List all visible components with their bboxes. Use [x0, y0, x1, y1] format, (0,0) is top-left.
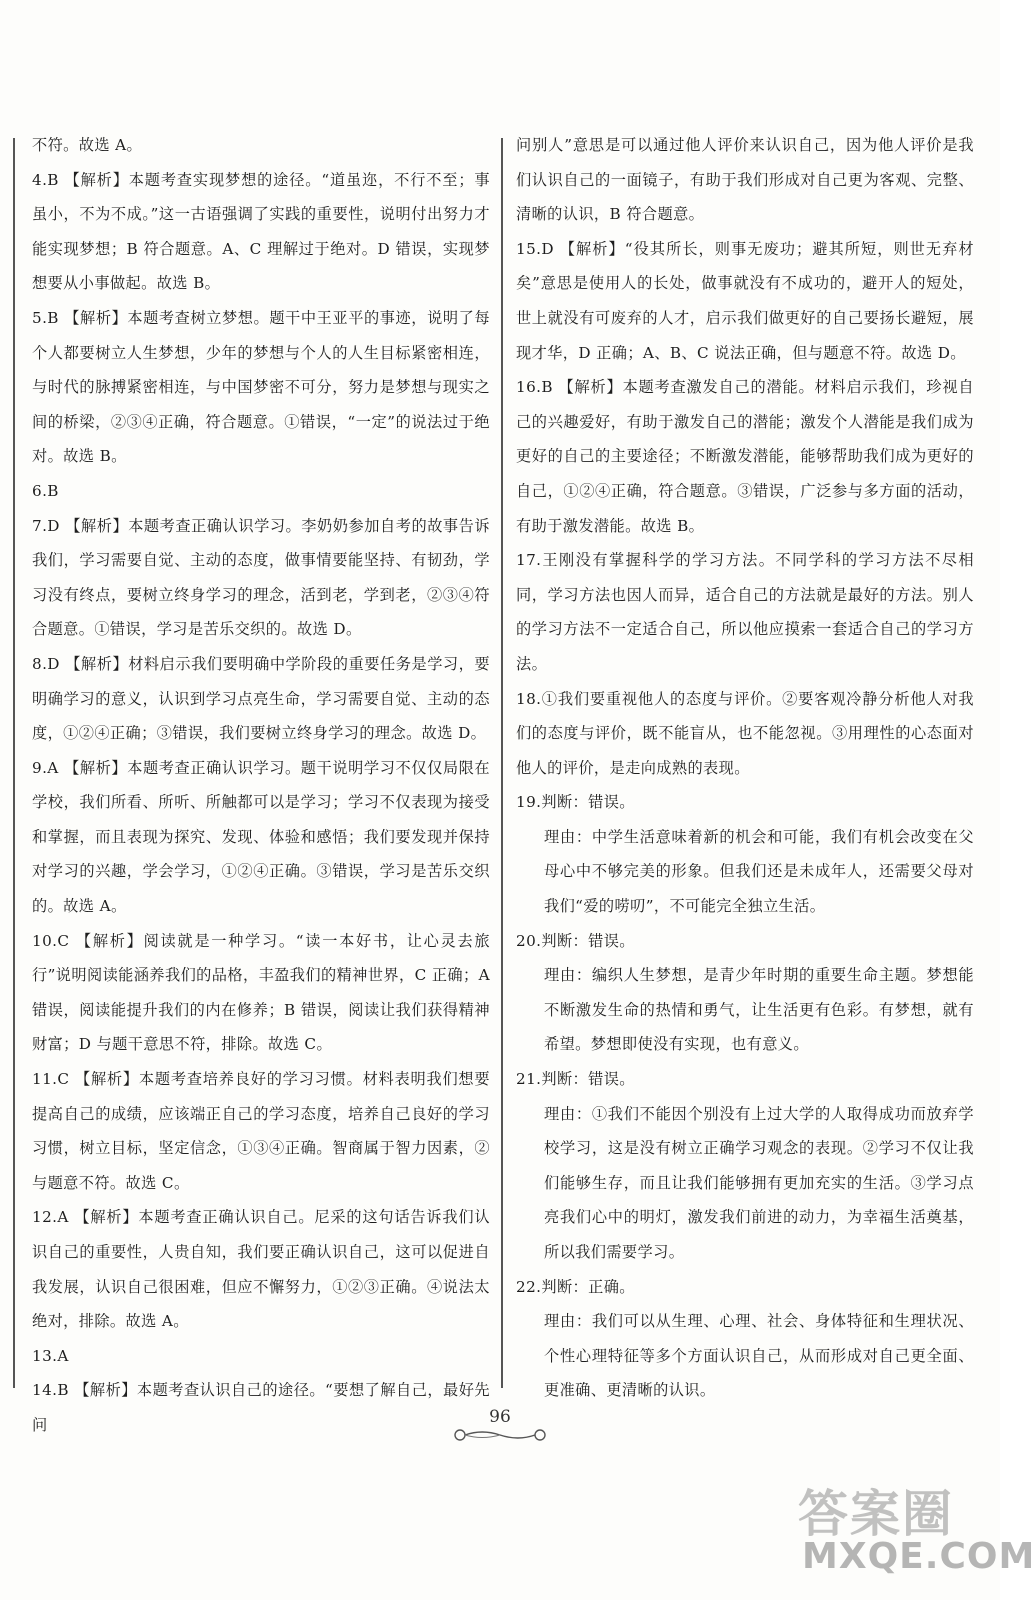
answer-item: 10.C 【解析】阅读就是一种学习。“读一本好书，让心灵去旅行”说明阅读能涵养我们的品格，丰盈我们的精神世界，C 正确；A 错误，阅读能提升我们的内在修养；B 错误，阅读让我们获得精神财富；D 与题干意思不符，排除。故选 C。 [32, 931, 490, 1054]
answer-item: 13.A [32, 1346, 69, 1365]
answer-item: 16.B 【解析】本题考查激发自己的潜能。材料启示我们，珍视自己的兴趣爱好，有助于激发自己的潜能；激发个人潜能是我们成为更好的自己的主要途径；不断激发潜能，能够帮助我们成为更好的自己，①②④正确，符合题意。③错误，广泛参与多方面的活动，有助于激发潜能。故选 B。 [516, 378, 974, 535]
answer-item: 17.王刚没有掌握科学的学习方法。不同学科的学习方法不尽相同，学习方法也因人而异，适合自己的方法就是最好的方法。别人的学习方法不一定适合自己，所以他应摸索一套适合自己的学习方法。 [516, 551, 974, 673]
judgment-line: 22.判断：正确。 [516, 1277, 635, 1296]
answer-item: 9.A 【解析】本题考查正确认识学习。题干说明学习不仅仅局限在学校，我们所看、所听、所触都可以是学习；学习不仅表现为接受和掌握，而且表现为探究、发现、体验和感悟；我们要发现并保持对学习的兴趣，学会学习，①②④正确。③错误，学习是苦乐交织的。故选 A。 [32, 758, 490, 916]
answer-item: 14.B 【解析】本题考查认识自己的途径。“要想了解自己，最好先问 [32, 1381, 490, 1434]
answer-item: 11.C 【解析】本题考查培养良好的学习习惯。材料表明我们想要提高自己的成绩，应该端正自己的学习态度，培养自己良好的学习习惯，树立目标，坚定信念，①③④正确。智商属于智力因素，②与题意不符。故选 C。 [32, 1070, 490, 1192]
judgment-line: 19.判断：错误。 [516, 793, 635, 812]
answer-item: 5.B 【解析】本题考查树立梦想。题干中王亚平的事迹，说明了每个人都要树立人生梦想，少年的梦想与个人的人生目标紧密相连，与时代的脉搏紧密相连，与中国梦密不可分，努力是梦想与现实之间的桥梁，②③④正确，符合题意。①错误，“一定”的说法过于绝对。故选 B。 [32, 308, 490, 466]
watermark-logo-text: 答案圈 [798, 1485, 954, 1543]
judgment-line: 21.判断：错误。 [516, 1070, 635, 1089]
judgment-line: 20.判断：错误。 [516, 931, 635, 950]
answer-item: 4.B 【解析】本题考查实现梦想的途径。“道虽迩，不行不至；事虽小，不为不成。”这一古语强调了实践的重要性，说明付出努力才能实现梦想；B 符合题意。A、C 理解过于绝对。D 错误，实现梦想要从小事做起。故选 B。 [32, 170, 490, 293]
right-column [516, 128, 974, 1408]
page-ornament-icon [452, 1428, 548, 1442]
reason-text: 理由：中学生活意味着新的机会和可能，我们有机会改变在父母心中不够完美的形象。但我们还是未成年人，还需要父母对我们“爱的唠叨”，不可能完全独立生活。 [544, 827, 974, 916]
left-margin-rule [13, 138, 15, 1388]
reason-text: 理由：我们可以从生理、心理、社会、身体特征和生理状况、个性心理特征等多个方面认识自己，从而形成对自己更全面、更准确、更清晰的认识。 [544, 1312, 974, 1400]
watermark [798, 1474, 1035, 1592]
answer-item: 不符。故选 A。 [32, 136, 143, 154]
answer-item: 6.B [32, 481, 59, 500]
watermark-url: MXQE.COM [802, 1536, 1035, 1577]
answer-item: 问别人”意思是可以通过他人评价来认识自己，因为他人评价是我们认识自己的一面镜子，有助于我们形成对自己更为客观、完整、清晰的认识，B 符合题意。 [516, 136, 974, 224]
answer-item: 8.D 【解析】材料启示我们要明确中学阶段的重要任务是学习，要明确学习的意义，认识到学习点亮生命，学习需要自觉、主动的态度，①②④正确；③错误，我们要树立终身学习的理念。故选 D。 [32, 654, 490, 743]
answer-item: 7.D 【解析】本题考查正确认识学习。李奶奶参加自考的故事告诉我们，学习需要自觉、主动的态度，做事情要能坚持、有韧劲，学习没有终点，要树立终身学习的理念，活到老，学到老，②③④符合题意。①错误，学习是苦乐交织的。故选 D。 [32, 516, 490, 639]
answer-item: 15.D 【解析】“役其所长，则事无废功；避其所短，则世无弃材矣”意思是使用人的长处，做事就没有不成功的，避开人的短处，世上就没有可废弃的人才，启示我们做更好的自己要扬长避短，展现才华，D 正确；A、B、C 说法正确，但与题意不符。故选 D。 [516, 239, 974, 362]
answer-item: 12.A 【解析】本题考查正确认识自己。尼采的这句话告诉我们认识自己的重要性，人贵自知，我们要正确认识自己，这可以促进自我发展，认识自己很困难，但应不懈努力，①②③正确。④说法太绝对，排除。故选 A。 [32, 1208, 490, 1331]
left-column [32, 128, 490, 1443]
page-number: 96 [489, 1407, 511, 1427]
column-divider [501, 138, 503, 1388]
answer-item: 18.①我们要重视他人的态度与评价。②要客观冷静分析他人对我们的态度与评价，既不能盲从，也不能忽视。③用理性的心态面对他人的评价，是走向成熟的表现。 [516, 689, 974, 777]
reason-text: 理由：①我们不能因个别没有上过大学的人取得成功而放弃学校学习，这是没有树立正确学习观念的表现。②学习不仅让我们能够生存，而且让我们能够拥有更加充实的生活。③学习点亮我们心中的明灯，激发我们前进的动力，为幸福生活奠基，所以我们需要学习。 [544, 1104, 974, 1261]
reason-text: 理由：编织人生梦想，是青少年时期的重要生命主题。梦想能不断激发生命的热情和勇气，让生活更有色彩。有梦想，就有希望。梦想即使没有实现，也有意义。 [544, 966, 974, 1054]
